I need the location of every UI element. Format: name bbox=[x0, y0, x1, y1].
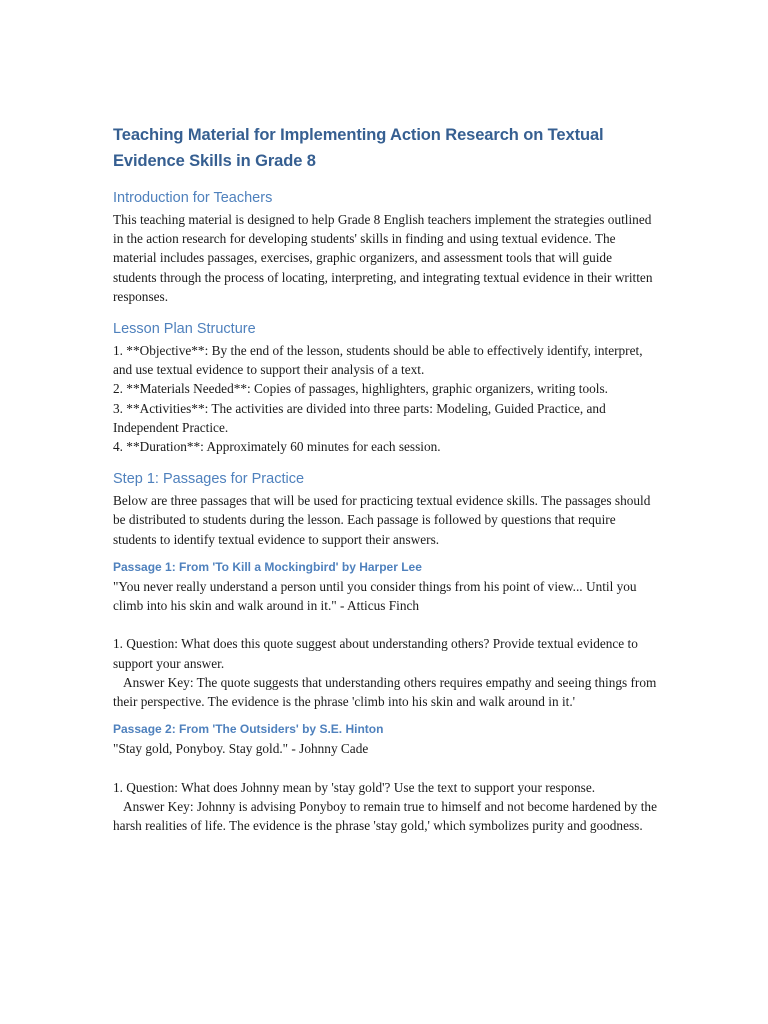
passage-1-quote: "You never really understand a person until you consider things from his point of view... Until you climb into his skin and walk around in it." - Atticus Finch bbox=[113, 578, 637, 614]
passage-2-heading: Passage 2: From 'The Outsiders' by S.E. Hinton bbox=[113, 722, 384, 737]
passage-1-answer: Answer Key: The quote suggests that understanding others requires empathy and seeing things from their perspective. The evidence is the phrase 'climb into his skin and walk around in it.' bbox=[113, 674, 657, 710]
lesson-plan-item: 3. **Activities**: The activities are divided into three parts: Modeling, Guided Practice, and Independent Practice. bbox=[113, 400, 606, 435]
passage-2-question: 1. Question: What does Johnny mean by 'stay gold'? Use the text to support your response. bbox=[113, 779, 596, 795]
lesson-plan-item: 2. **Materials Needed**: Copies of passages, highlighters, graphic organizers, writing tools. bbox=[113, 381, 608, 397]
lesson-plan-item: 4. **Duration**: Approximately 60 minutes for each session. bbox=[113, 439, 441, 455]
intro-heading: Introduction for Teachers bbox=[113, 190, 273, 206]
step1-heading: Step 1: Passages for Practice bbox=[113, 471, 305, 488]
document-title: Teaching Material for Implementing Action Research on Textual Evidence Skills in Grade 8 bbox=[113, 126, 604, 170]
intro-paragraph: This teaching material is designed to help Grade 8 English teachers implement the strategies outlined in the action research for developing students' skills in finding and using textual evidence. The material includes passages, exercises, graphic organizers, and assessment tools that will guide students through the process of locating, interpreting, and integrating textual evidence in their written responses. bbox=[113, 212, 653, 304]
step1-paragraph: Below are three passages that will be used for practicing textual evidence skills. The passages should be distributed to students during the lesson. Each passage is followed by questions that require students to identify textual evidence to support their answers. bbox=[113, 493, 651, 547]
passage-1-question: 1. Question: What does this quote suggest about understanding others? Provide textual evidence to support your answer. bbox=[113, 636, 638, 671]
lesson-plan-item: 1. **Objective**: By the end of the lesson, students should be able to effectively identify, interpret, and use textual evidence to support their analysis of a text. bbox=[113, 343, 643, 378]
passage-2-quote: "Stay gold, Ponyboy. Stay gold." - Johnny Cade bbox=[113, 741, 369, 757]
passage-2-answer: Answer Key: Johnny is advising Ponyboy to remain true to himself and not become hardened by the harsh realities of life. The evidence is the phrase 'stay gold,' which symbolizes purity and goodness. bbox=[113, 798, 657, 834]
passage-1-heading: Passage 1: From 'To Kill a Mockingbird' by Harper Lee bbox=[113, 559, 422, 574]
document-page bbox=[113, 122, 658, 835]
lesson-plan-heading: Lesson Plan Structure bbox=[113, 321, 256, 338]
